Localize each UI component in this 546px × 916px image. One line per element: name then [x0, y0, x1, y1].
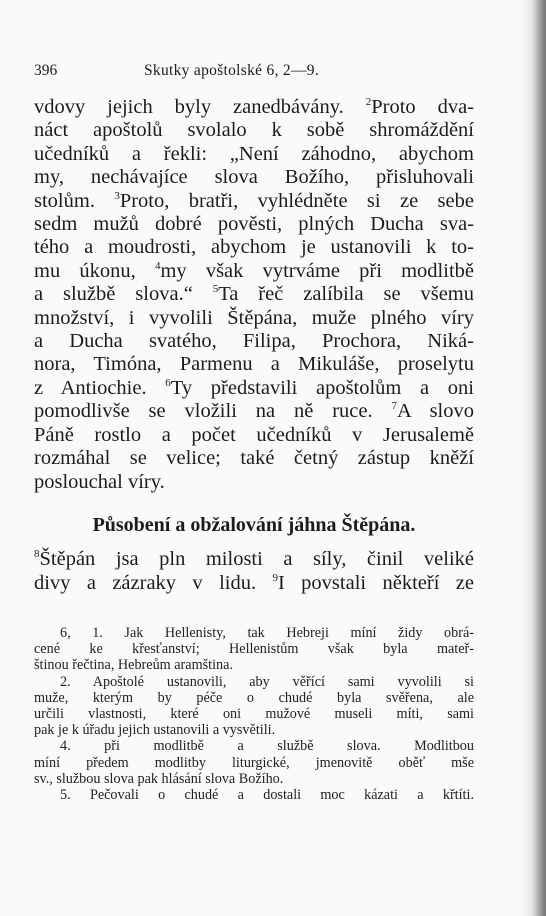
text-line: pomodlivše se vložili na ně ruce. $^7$A slovo — [34, 400, 474, 423]
text-line: sedm mužů dobré pověsti, plných Ducha sva- — [34, 213, 474, 236]
text-line: vdovy jejich byly zanedbávány. $^2$Proto dva- — [34, 96, 474, 118]
text-line: učedníků a řekli: „Není záhodno, abychom — [34, 142, 474, 165]
text-line: stolům. $^3$Proto, bratři, vyhlédněte si ze sebe — [34, 189, 474, 212]
verse-number: 8 — [34, 548, 40, 561]
text-line: $^8$Štěpán jsa pln milosti a síly, činil veliké — [34, 548, 474, 570]
text-line: tého a moudrosti, abychom je ustanovili k to- — [34, 236, 474, 259]
verse-number: 7 — [391, 400, 398, 413]
footnote-line: muže, kterým by péče o chudé byla svěřena, ale — [34, 689, 474, 706]
text-line: poslouchal víry. — [34, 470, 165, 493]
text-line: množství, i vyvolili Štěpána, muže plného víry — [34, 306, 474, 329]
verse-number: 3 — [114, 189, 120, 202]
verse-number: 5 — [212, 283, 219, 296]
text-line: a službě slova.“ $^5$Ta řeč zalíbila se všemu — [34, 283, 474, 306]
page-edge-shadow — [520, 0, 546, 916]
verse-number: 6 — [165, 377, 171, 390]
verse-number: 9 — [272, 572, 278, 585]
footnote-line: míní předem modlitby liturgické, jmenovitě oběť mše — [34, 754, 474, 771]
text-line: divy a zázraky v lidu. $^9$I povstali někteří ze — [34, 572, 474, 594]
footnote-line: 4. při modlitbě a službě slova. Modlitbou — [60, 738, 474, 755]
text-line: my, nechávajíce slova Božího, přisluhovali — [34, 166, 474, 189]
verse-number: 4 — [154, 260, 161, 273]
footnote-line: určili vlastnosti, které oni mužové museli míti, sami — [34, 706, 474, 723]
footnotes — [34, 625, 474, 803]
text-line: a Ducha svatého, Filipa, Prochora, Niká- — [34, 330, 474, 353]
text-line: z Antiochie. $^6$Ty představili apoštolům a oni — [34, 376, 474, 399]
text-line: rozmáhal se velice; také četný zástup kněží — [34, 447, 474, 470]
footnote-line: štinou řečtina, Hebreům aramština. — [34, 657, 233, 674]
second-paragraph — [34, 547, 474, 595]
verse-number: 2 — [365, 96, 372, 109]
text-line: mu úkonu, $^4$my však vytrváme při modlitbě — [34, 259, 474, 282]
page-number: 396 — [34, 62, 58, 79]
section-heading: Působení a obžalování jáhna Štěpána. — [92, 514, 416, 536]
footnote-line: sv., službou slova pak hlásání slova Božího. — [34, 770, 284, 787]
text-line: náct apoštolů svolalo k sobě shromáždění — [34, 119, 474, 142]
text-line: nora, Timóna, Parmenu a Mikuláše, proselytu — [34, 353, 474, 376]
footnote-line: pak je k úřadu jejich ustanovili a vysvětili. — [34, 722, 276, 739]
running-title: Skutky apoštolské 6, 2—9. — [144, 62, 319, 79]
page-header — [34, 62, 494, 84]
footnote-line: 6, 1. Jak Hellenisty, tak Hebreji míní židy obrá- — [60, 625, 474, 641]
text-line: Páně rostlo a počet učedníků v Jerusalemě — [34, 423, 474, 446]
footnote-line: cené ke křesťanství; Hellenistům však byla mateř- — [34, 641, 474, 658]
footnote-line: 2. Apoštolé ustanovili, aby věřící sami vyvolili si — [60, 673, 474, 690]
main-paragraph — [34, 96, 474, 494]
footnote-line: 5. Pečovali o chudé a dostali moc kázati a křtíti. — [60, 787, 474, 804]
